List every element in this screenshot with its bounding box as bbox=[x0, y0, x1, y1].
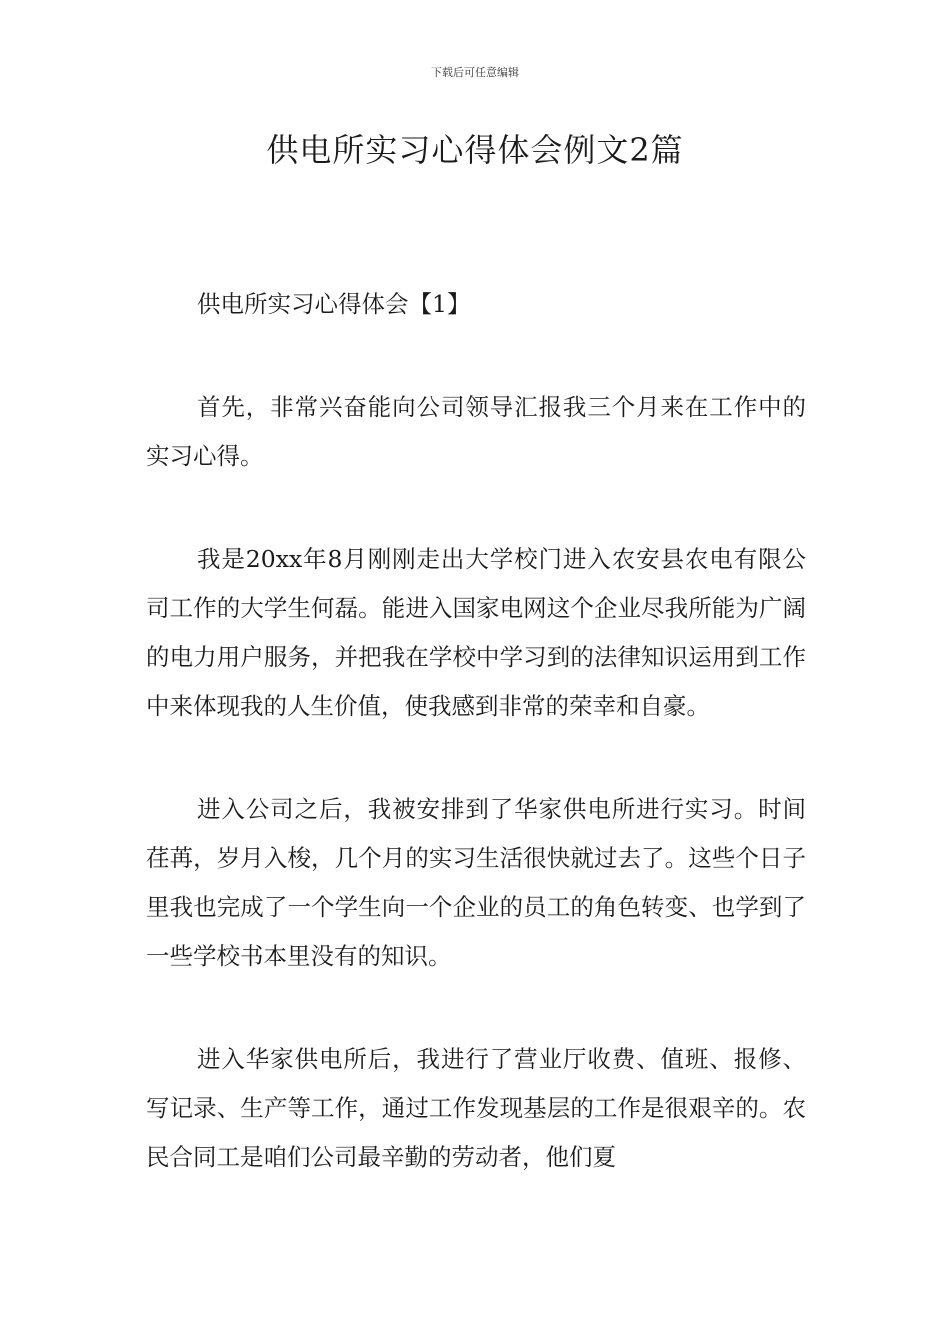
header-note: 下载后可任意编辑 bbox=[431, 66, 519, 79]
document-body bbox=[146, 280, 806, 1236]
paragraph-1: 首先，非常兴奋能向公司领导汇报我三个月来在工作中的实习心得。 bbox=[146, 393, 806, 470]
section-heading: 供电所实习心得体会【1】 bbox=[197, 290, 471, 318]
document-title: 供电所实习心得体会例文2篇 bbox=[266, 131, 684, 169]
paragraph-4: 进入华家供电所后，我进行了营业厅收费、值班、报修、写记录、生产等工作，通过工作发现基层的工作是很艰辛的。农民合同工是咱们公司最辛勤的劳动者，他们夏 bbox=[146, 1045, 806, 1171]
paragraph-3: 进入公司之后，我被安排到了华家供电所进行实习。时间荏苒，岁月入梭，几个月的实习生活很快就过去了。这些个日子里我也完成了一个学生向一个企业的员工的角色转变、也学到了一些学校书本里没有的知识。 bbox=[146, 795, 806, 970]
paragraph-2: 我是20xx年8月刚刚走出大学校门进入农安县农电有限公司工作的大学生何磊。能进入国家电网这个企业尽我所能为广阔的电力用户服务，并把我在学校中学习到的法律知识运用到工作中来体现我的人生价值，使我感到非常的荣幸和自豪。 bbox=[146, 545, 806, 720]
